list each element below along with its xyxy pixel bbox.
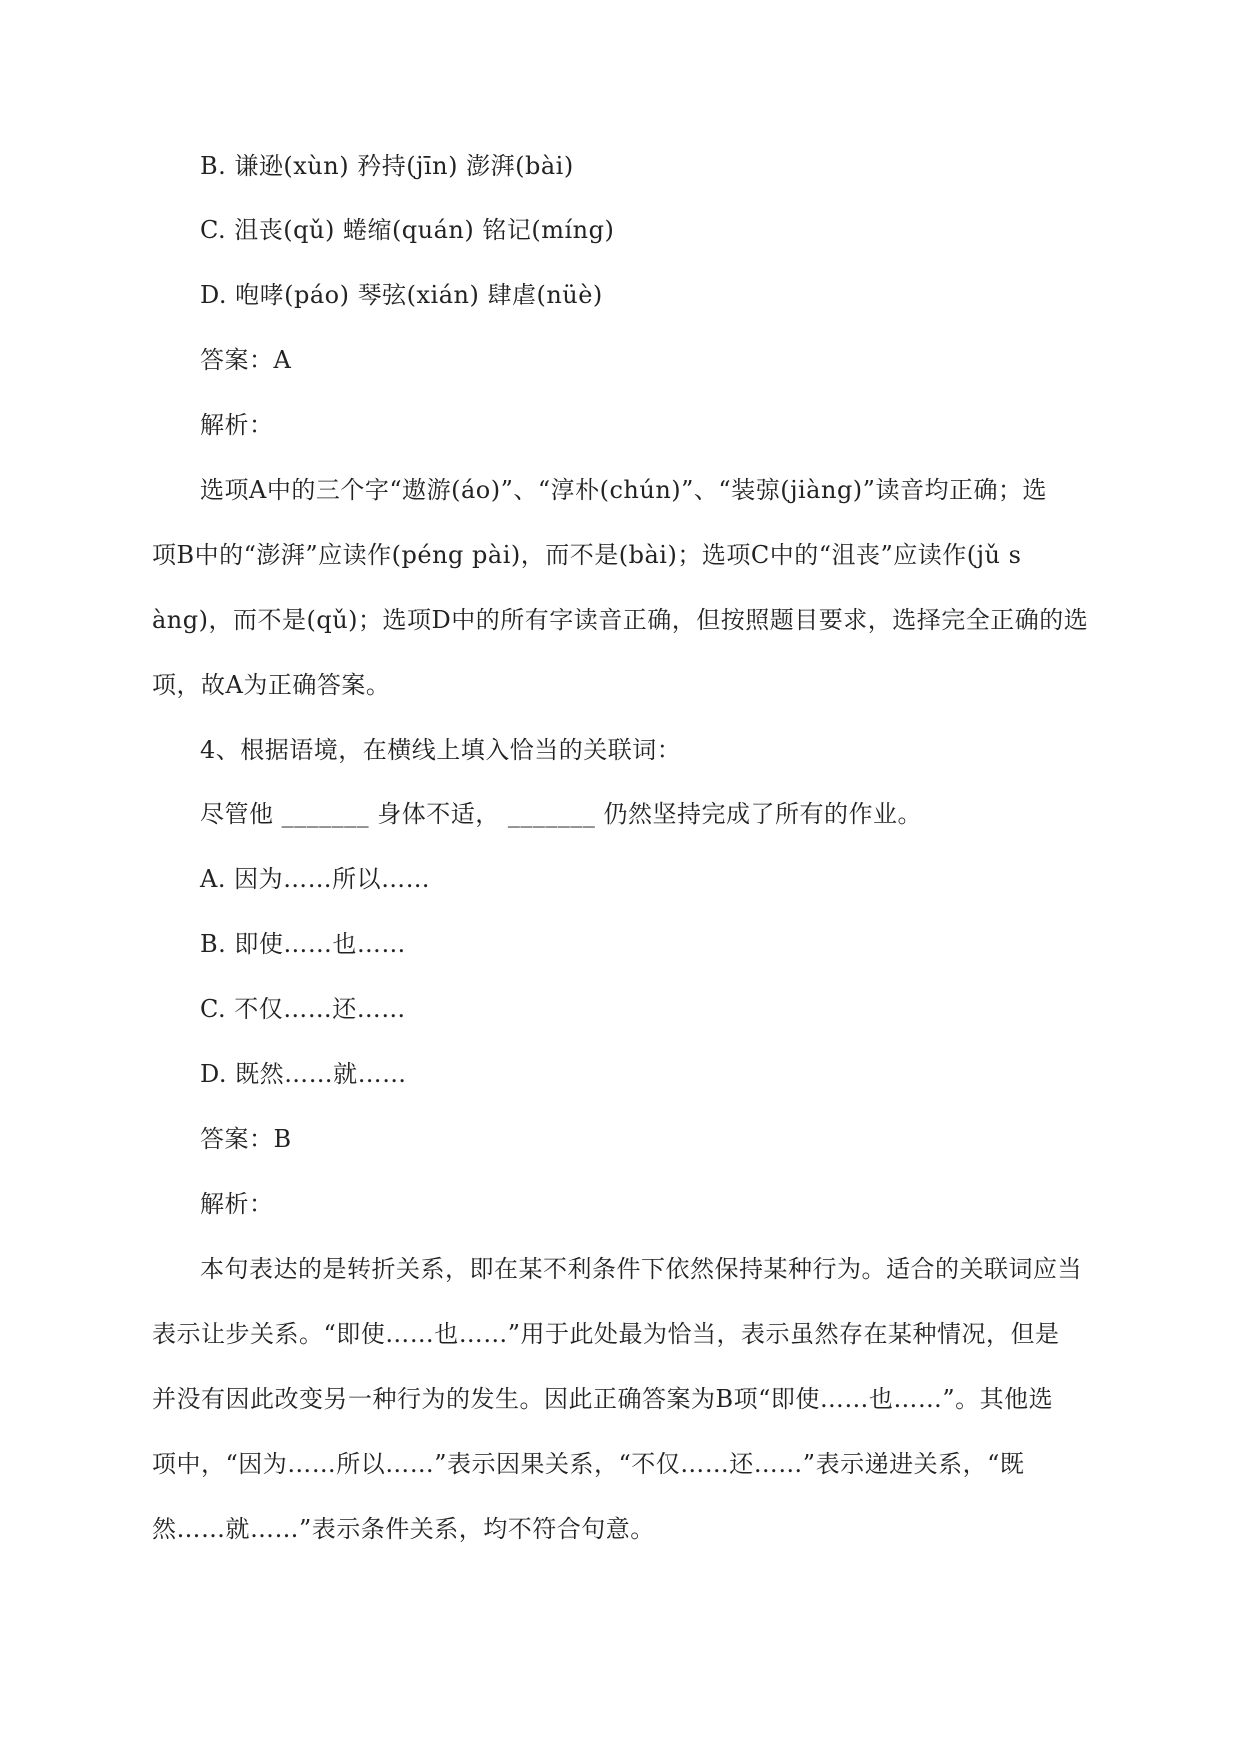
- q3-analysis-label: 解析：: [200, 411, 274, 439]
- q4-analysis-line: 表示让步关系。“即使……也……”用于此处最为恰当，表示虽然存在某种情况，但是: [152, 1320, 1060, 1348]
- q4-analysis-line: 项中，“因为……所以……”表示因果关系，“不仅……还……”表示递进关系，“既: [152, 1450, 1025, 1478]
- q3-analysis-line: 项B中的“澎湃”应读作(péng pài)，而不是(bài)；选项C中的“沮丧”应读作(jǔ s: [152, 541, 1022, 569]
- q3-analysis-line: àng)，而不是(qǔ)；选项D中的所有字读音正确，但按照题目要求，选择完全正确的选: [152, 606, 1089, 634]
- q4-question: 4、根据语境，在横线上填入恰当的关联词：: [200, 736, 682, 764]
- q3-option-d: D. 咆哮(páo) 琴弦(xián) 肆虐(nüè): [200, 281, 603, 309]
- q4-option-c: C. 不仅……还……: [200, 995, 406, 1023]
- q3-option-c: C. 沮丧(qǔ) 蜷缩(quán) 铭记(míng): [200, 216, 615, 244]
- q4-analysis-line: 并没有因此改变另一种行为的发生。因此正确答案为B项“即使……也……”。其他选: [152, 1385, 1054, 1413]
- q4-analysis-line: 本句表达的是转折关系，即在某不利条件下依然保持某种行为。适合的关联词应当: [200, 1255, 1082, 1283]
- q4-answer: 答案：B: [200, 1125, 292, 1153]
- q4-analysis-label: 解析：: [200, 1190, 274, 1218]
- q3-analysis-line: 选项A中的三个字“遨游(áo)”、“淳朴(chún)”、“装弶(jiàng)”读音均正确；选: [200, 476, 1047, 504]
- q3-analysis-line: 项，故A为正确答案。: [152, 671, 391, 699]
- q3-answer: 答案：A: [200, 346, 292, 374]
- q4-sentence: 尽管他 _______ 身体不适， _______ 仍然坚持完成了所有的作业。: [200, 800, 923, 828]
- q4-option-a: A. 因为……所以……: [200, 865, 431, 893]
- q4-analysis-line: 然……就……”表示条件关系，均不符合句意。: [152, 1515, 655, 1543]
- q4-option-b: B. 即使……也……: [200, 930, 406, 958]
- q3-option-b: B. 谦逊(xùn) 矜持(jīn) 澎湃(bài): [200, 152, 574, 180]
- q4-option-d: D. 既然……就……: [200, 1060, 407, 1088]
